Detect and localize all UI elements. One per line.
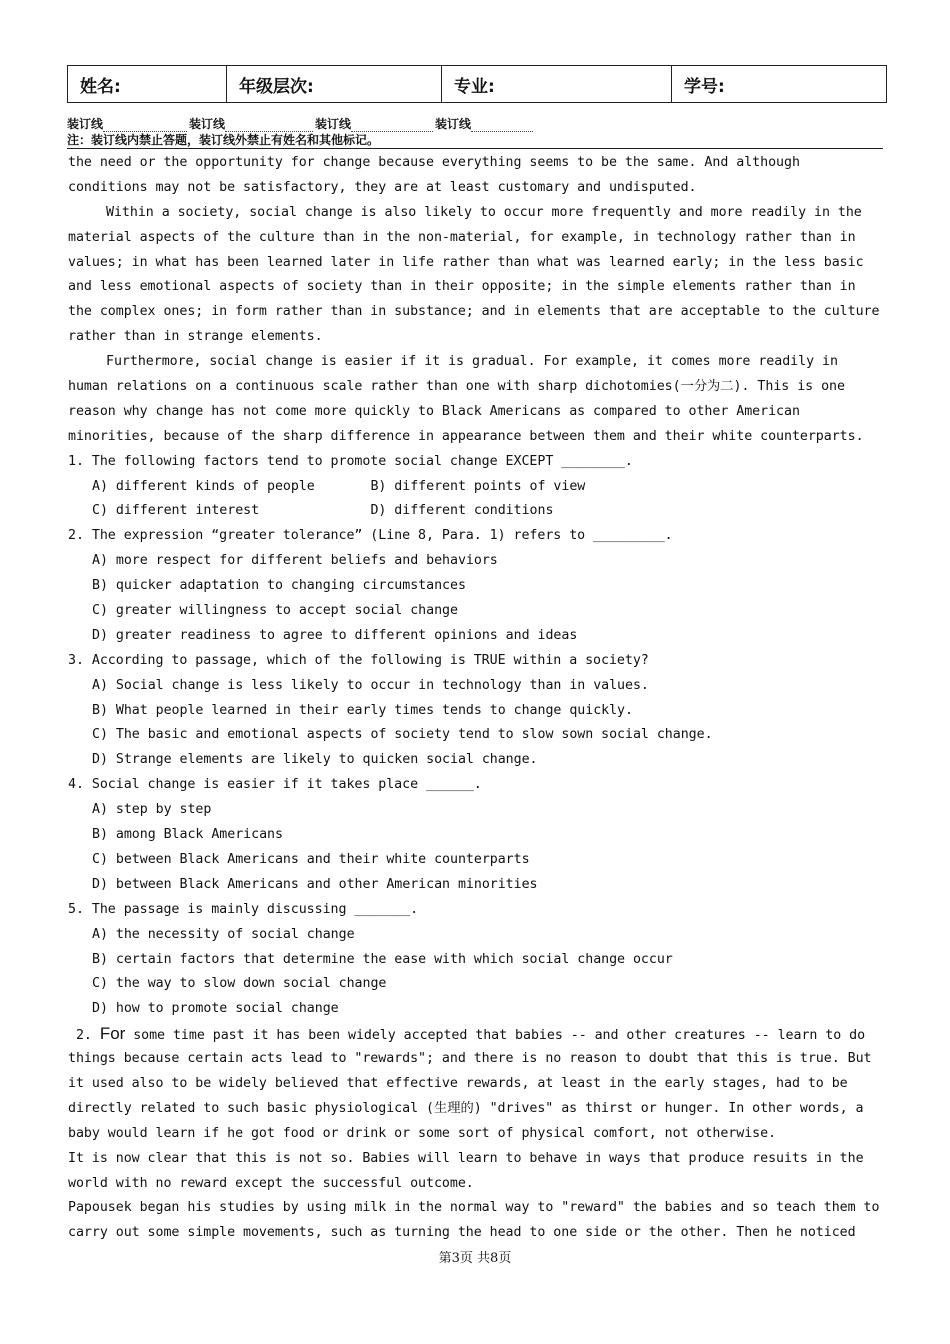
- question-option: D) between Black Americans and other American minorities: [92, 876, 538, 892]
- passage-line: reason why change has not come more quickly to Black Americans as compared to other American: [68, 403, 800, 419]
- question-option: C) between Black Americans and their white counterparts: [92, 851, 530, 867]
- passage-line: It is now clear that this is not so. Babies will learn to behave in ways that produce resuits in the: [68, 1150, 864, 1166]
- passage-line: world with no reward except the successful outcome.: [68, 1175, 474, 1191]
- passage-line: and less emotional aspects of society than in their opposite; in the simple elements rather than in: [68, 279, 856, 295]
- passage-line: rather than in strange elements.: [68, 329, 323, 345]
- passage-line: values; in what has been learned later in life rather than what was learned early; in the less basic: [68, 254, 864, 270]
- question-option: C) greater willingness to accept social change: [92, 603, 458, 619]
- question-option: A) step by step: [92, 802, 212, 818]
- question-option: C) different interest D) different conditions: [92, 503, 554, 519]
- header-rule: [67, 148, 883, 149]
- question-option: A) Social change is less likely to occur in technology than in values.: [92, 677, 649, 693]
- question-3: 3. According to passage, which of the following is TRUE within a society?: [68, 652, 649, 668]
- question-4: 4. Social change is easier if it takes place ______.: [68, 777, 482, 793]
- question-5: 5. The passage is mainly discussing _______.: [68, 901, 419, 917]
- major-field-label: 专业:: [442, 66, 672, 102]
- passage-line: the need or the opportunity for change because everything seems to be the same. And although: [68, 155, 800, 170]
- binding-line-row: [67, 116, 535, 132]
- passage-line: carry out some simple movements, such as turning the head to one side or the other. Then he noticed: [68, 1225, 856, 1241]
- question-option: A) more respect for different beliefs and behaviors: [92, 553, 498, 569]
- question-1: 1. The following factors tend to promote social change EXCEPT ________.: [68, 453, 633, 469]
- question-option: B) What people learned in their early times tends to change quickly.: [92, 702, 633, 718]
- passage-line: things because certain acts lead to "rewards"; and there is no reason to doubt that this is true. But: [68, 1051, 872, 1067]
- binding-line-mark: [189, 116, 315, 132]
- grade-field-label: 年级层次:: [227, 66, 442, 102]
- passage-line: the complex ones; in form rather than in substance; and in elements that are acceptable to the culture: [68, 304, 880, 320]
- student-id-field-label: 学号:: [684, 76, 725, 97]
- question-option: A) the necessity of social change: [92, 926, 355, 942]
- passage-line: material aspects of the culture than in the non-material, for example, in technology rather than in: [68, 229, 856, 245]
- passage-line: Within a society, social change is also likely to occur more frequently and more readily in the: [106, 204, 862, 220]
- passage-line: Papousek began his studies by using milk in the normal way to "reward" the babies and so teach them to: [68, 1200, 880, 1216]
- binding-dots: [471, 119, 533, 132]
- passage-line: it used also to be widely believed that effective rewards, at least in the early stages, had to be: [68, 1075, 848, 1091]
- passage-line: human relations on a continuous scale rather than one with sharp dichotomies(一分为二). This is one: [68, 379, 845, 395]
- question-option: B) quicker adaptation to changing circumstances: [92, 578, 466, 594]
- question-2: 2. The expression “greater tolerance” (Line 8, Para. 1) refers to _________.: [68, 528, 673, 544]
- question-option: C) The basic and emotional aspects of society tend to slow sown social change.: [92, 727, 713, 743]
- question-option: D) how to promote social change: [92, 1001, 339, 1017]
- passage-line: directly related to such basic physiological (生理的) "drives" as thirst or hunger. In other words, a: [68, 1100, 864, 1116]
- passage-2-number: 2.: [75, 1028, 92, 1044]
- page-number-footer: 第3页 共8页: [438, 1251, 512, 1266]
- binding-note: 注：装订线内禁止答题，装订线外禁止有姓名和其他标记。: [67, 133, 380, 147]
- question-option: B) among Black Americans: [92, 827, 283, 843]
- name-field-label: 姓名:: [68, 66, 227, 102]
- question-option: D) greater readiness to agree to different opinions and ideas: [92, 627, 578, 643]
- question-option: C) the way to slow down social change: [92, 976, 387, 992]
- question-option: A) different kinds of people B) different points of view: [92, 478, 586, 494]
- question-option: D) Strange elements are likely to quicken social change.: [92, 752, 538, 768]
- binding-line-mark: [67, 116, 189, 132]
- passage-2-first-line: [68, 1022, 886, 1047]
- binding-line-label: 装订线: [189, 117, 226, 131]
- passage-line: minorities, because of the sharp difference in appearance between them and their white counterparts.: [68, 428, 864, 444]
- binding-line-mark: [435, 116, 535, 132]
- student-info-table: [67, 65, 887, 103]
- passage-line: conditions may not be satisfactory, they are at least customary and undisputed.: [68, 179, 697, 195]
- binding-line-label: 装订线: [67, 117, 104, 131]
- binding-line-label: 装订线: [435, 117, 472, 131]
- passage-2-lead-word: For: [99, 1024, 126, 1044]
- binding-line-label: 装订线: [315, 117, 352, 131]
- binding-line-mark: [315, 116, 435, 132]
- question-option: B) certain factors that determine the ease with which social change occur: [92, 951, 673, 967]
- passage-line: baby would learn if he got food or drink or some sort of physical comfort, not otherwise.: [68, 1125, 777, 1141]
- passage-line: some time past it has been widely accepted that babies -- and other creatures -- learn to do: [133, 1028, 866, 1044]
- exam-body-text: [68, 151, 886, 1246]
- passage-line: Furthermore, social change is easier if it is gradual. For example, it comes more readily in: [106, 354, 838, 370]
